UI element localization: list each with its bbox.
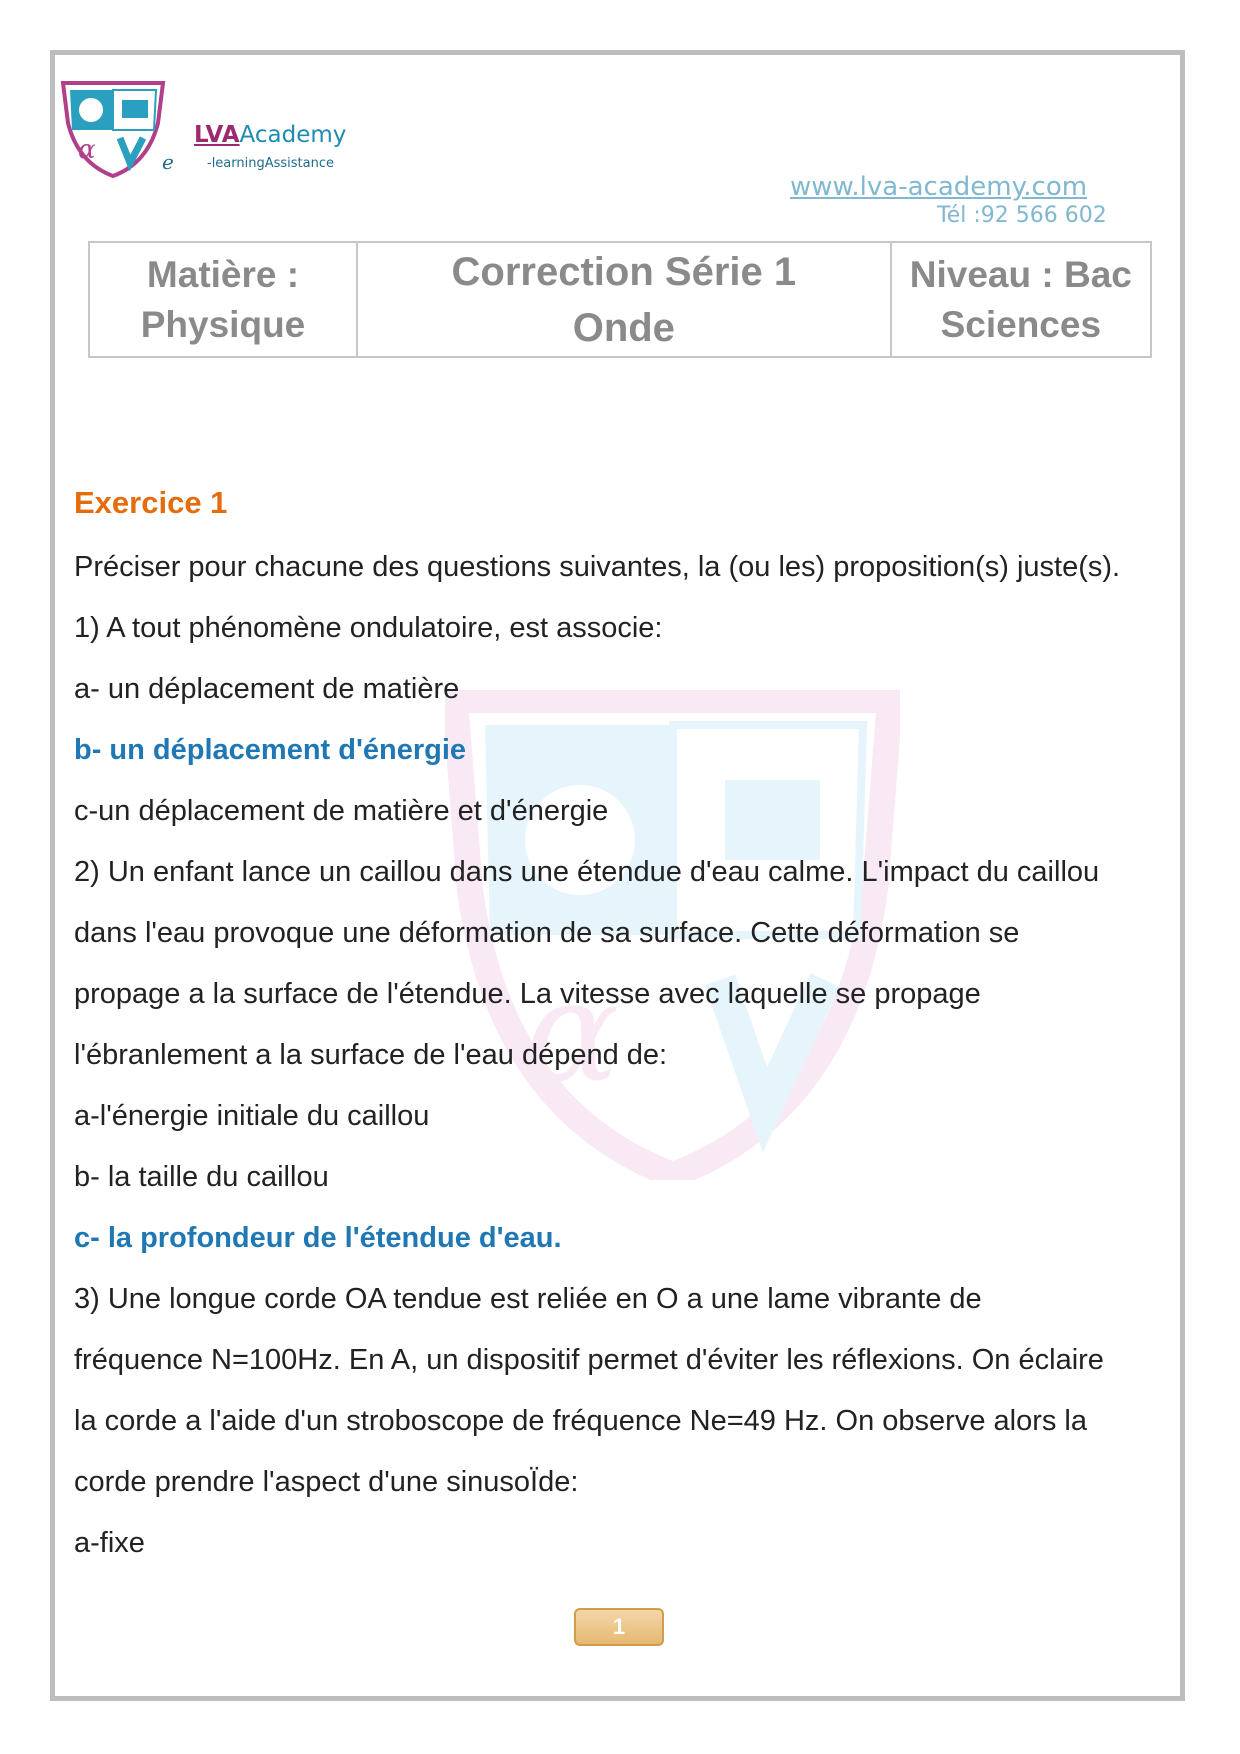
title-cell <box>357 242 891 357</box>
question-2-line-2: dans l'eau provoque une déformation de sa surface. Cette déformation se <box>74 917 1020 949</box>
brand-lva: LVA <box>194 122 240 148</box>
page-number: 1 <box>574 1608 664 1646</box>
lva-academy-logo-icon <box>58 78 168 178</box>
level-value: Sciences <box>940 303 1102 345</box>
q2-option-b: b- la taille du caillou <box>74 1161 329 1193</box>
question-3-line-4: corde prendre l'aspect d'une sinusoÏde: <box>74 1466 579 1498</box>
question-3-line-2: fréquence N=100Hz. En A, un dispositif permet d'éviter les réflexions. On éclaire <box>74 1344 1104 1376</box>
brand-name <box>194 122 346 148</box>
svg-text:α: α <box>78 135 96 165</box>
instruction-text: Préciser pour chacune des questions suivantes, la (ou les) proposition(s) juste(s). <box>74 551 1121 583</box>
level-cell <box>891 242 1151 357</box>
question-1: 1) A tout phénomène ondulatoire, est associe: <box>74 612 663 644</box>
tagline: -learningAssistance <box>207 156 334 171</box>
title-table <box>88 241 1152 358</box>
doc-title: Correction Série 1 <box>451 249 797 294</box>
q1-option-a: a- un déplacement de matière <box>74 673 460 705</box>
website-link[interactable]: www.lva-academy.com <box>790 172 1088 202</box>
brand-e: e <box>162 150 174 174</box>
question-3-line-1: 3) Une longue corde OA tendue est reliée en O a une lame vibrante de <box>74 1283 982 1315</box>
q1-option-c: c-un déplacement de matière et d'énergie <box>74 795 609 827</box>
subject-value: Physique <box>140 303 306 345</box>
question-2-line-3: propage a la surface de l'étendue. La vitesse avec laquelle se propage <box>74 978 981 1010</box>
subject-cell <box>89 242 357 357</box>
doc-subtitle: Onde <box>572 305 675 350</box>
phone-number: Tél :92 566 602 <box>937 203 1107 228</box>
question-2-line-1: 2) Un enfant lance un caillou dans une étendue d'eau calme. L'impact du caillou <box>74 856 1100 888</box>
exercise-title: Exercice 1 <box>74 485 228 520</box>
subject-label: Matière : <box>146 253 300 295</box>
question-2-line-4: l'ébranlement a la surface de l'eau dépend de: <box>74 1039 668 1071</box>
level-label: Niveau : Bac <box>909 253 1132 295</box>
q2-option-c-answer: c- la profondeur de l'étendue d'eau. <box>74 1222 562 1254</box>
q1-option-b-answer: b- un déplacement d'énergie <box>74 734 467 766</box>
q2-option-a: a-l'énergie initiale du caillou <box>74 1100 430 1132</box>
svg-text:α: α <box>525 951 620 1114</box>
q3-option-a: a-fixe <box>74 1527 145 1559</box>
question-3-line-3: la corde a l'aide d'un stroboscope de fréquence Ne=49 Hz. On observe alors la <box>74 1405 1087 1437</box>
brand-academy: Academy <box>239 122 347 148</box>
